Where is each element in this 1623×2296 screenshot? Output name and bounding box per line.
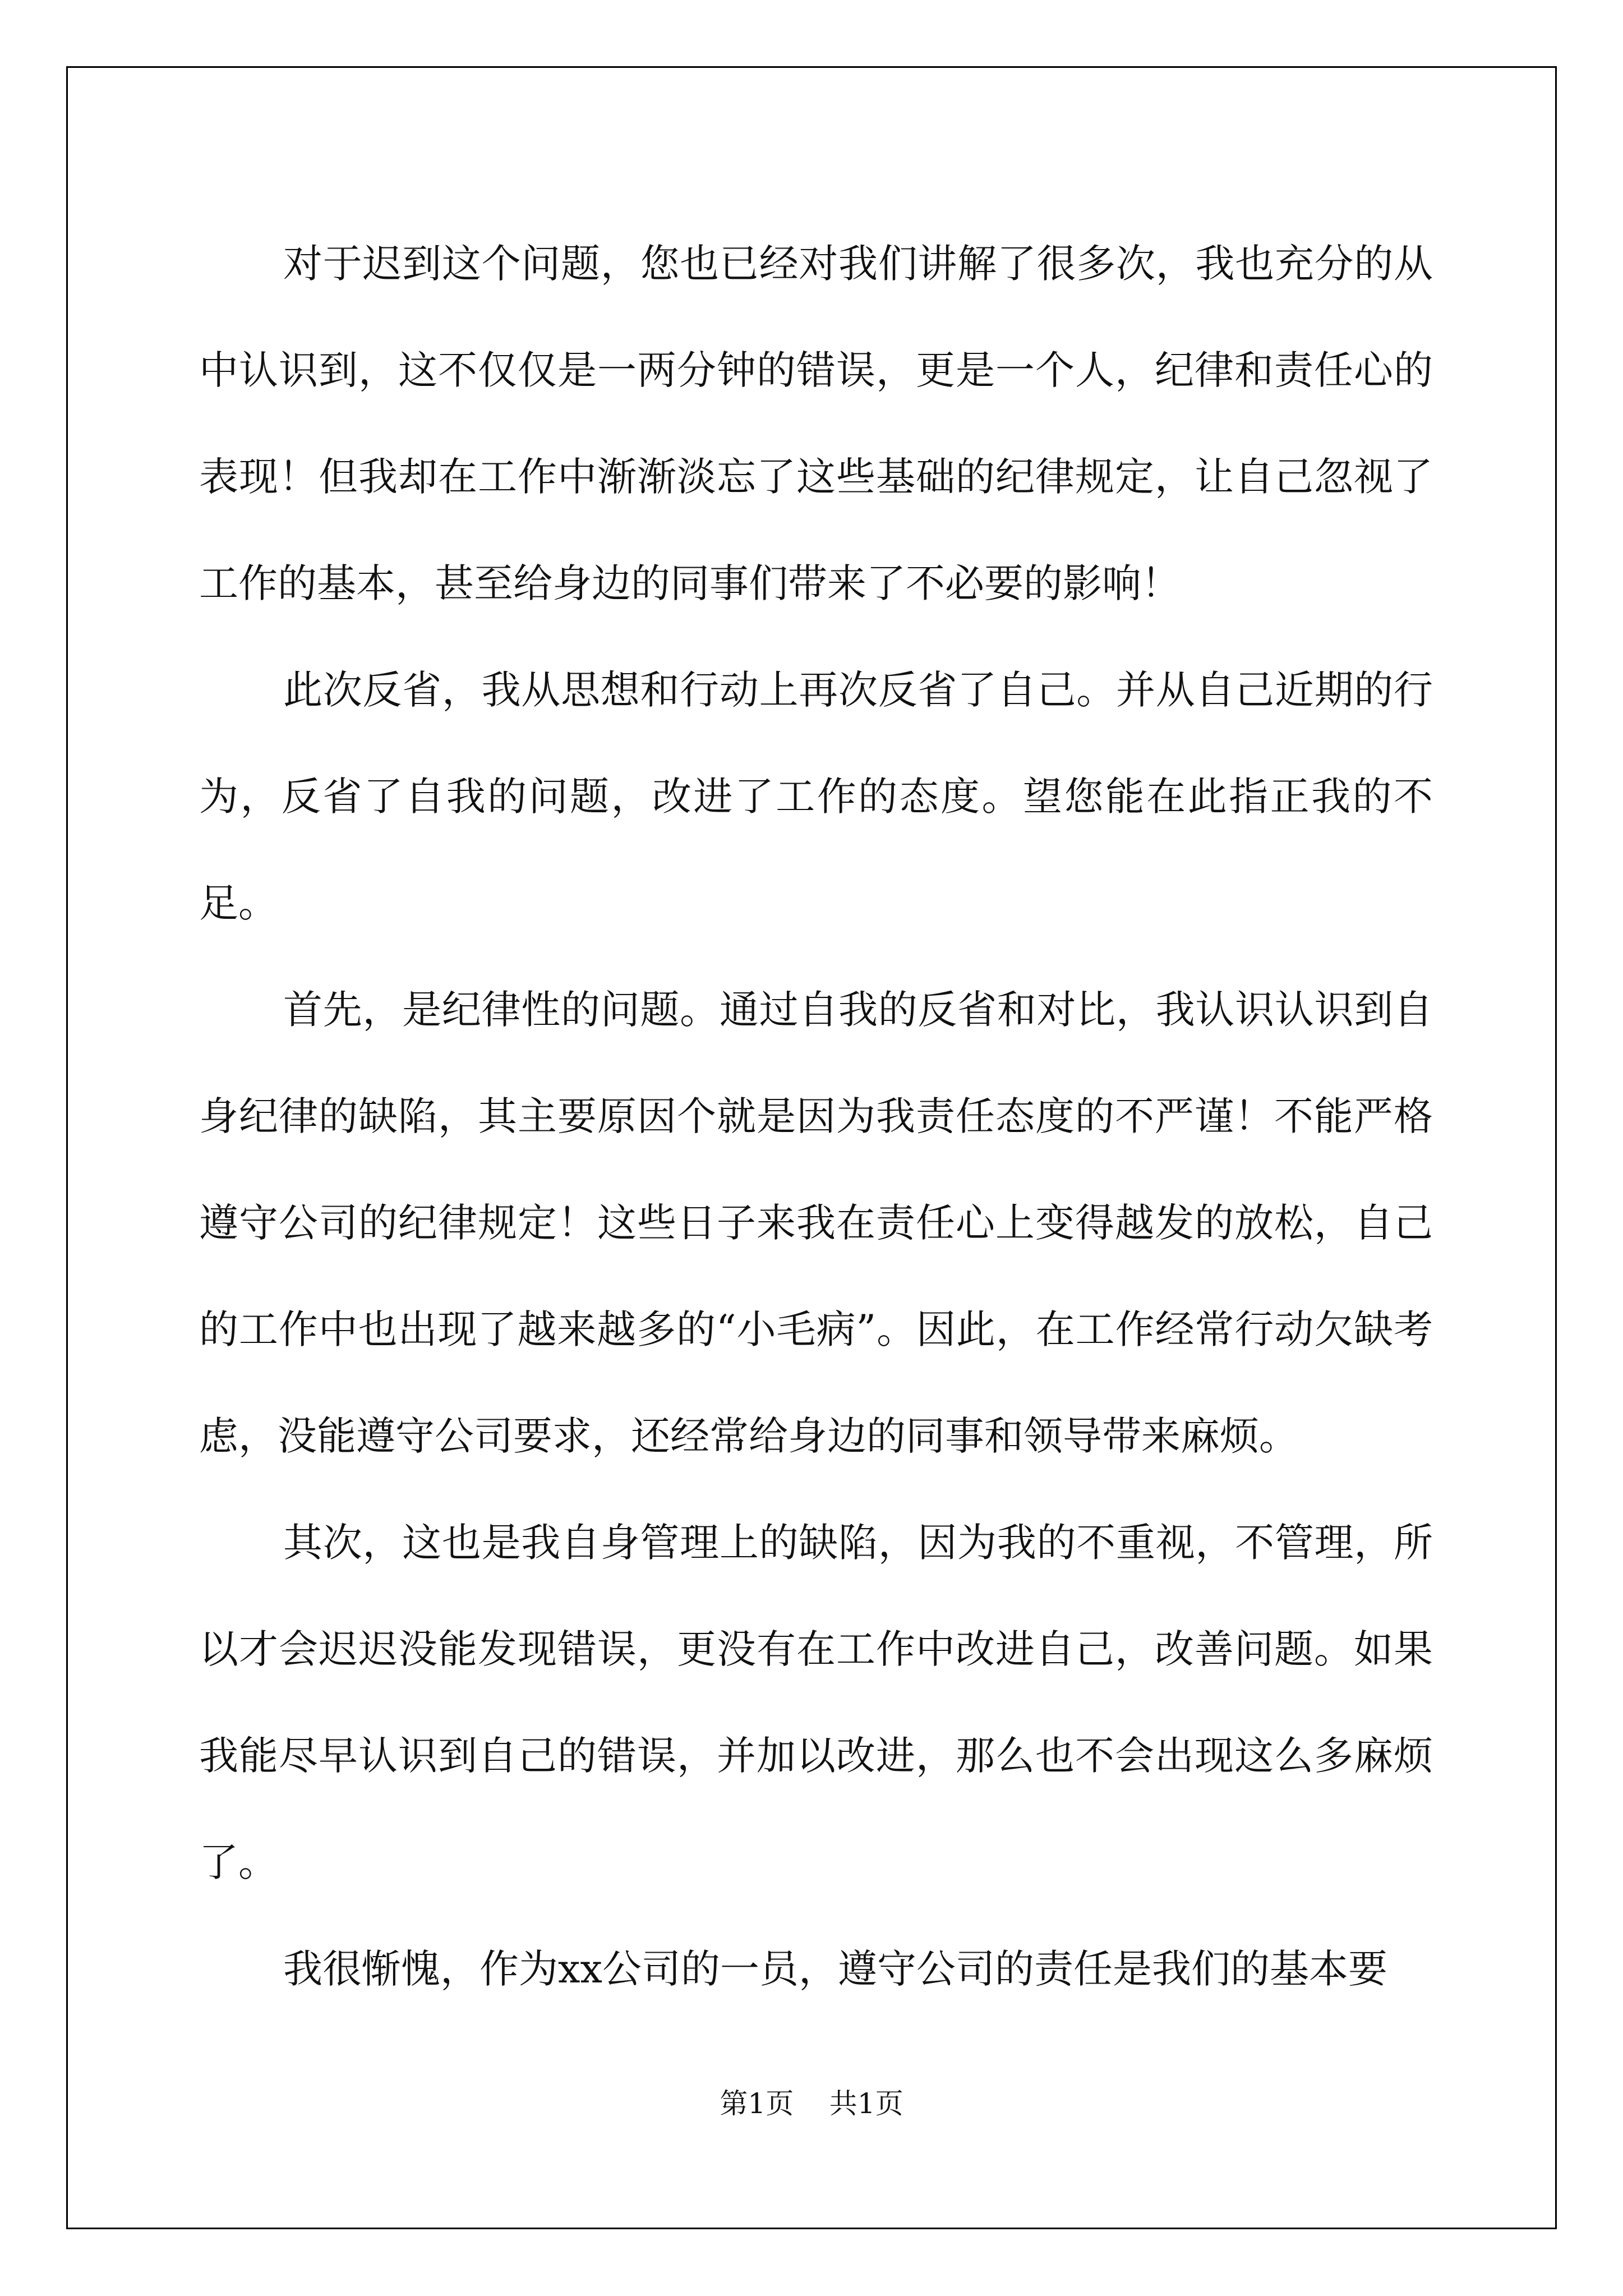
paragraph-5: 我很惭愧，作为xx公司的一员，遵守公司的责任是我们的基本要: [283, 1946, 1387, 1992]
paragraph-4: 其次，这也是我自身管理上的缺陷，因为我的不重视，不管理，所以才会迟迟没能发现错误，更没有在工作中改进自己，改善问题。如果我能尽早认识到自己的错误，并加以改进，那么也不会出现这么多麻烦了。: [199, 1520, 1433, 1885]
page-number-footer: 第1页 共1页: [720, 2087, 903, 2120]
paragraph-3: 首先，是纪律性的问题。通过自我的反省和对比，我认识认识到自身纪律的缺陷，其主要原因个就是因为我责任态度的不严谨！不能严格遵守公司的纪律规定！这些日子来我在责任心上变得越发的放松，自己的工作中也出现了越来越多的“小毛病”。因此，在工作经常行动欠缺考虑，没能遵守公司要求，还经常给身边的同事和领导带来麻烦。: [199, 987, 1433, 1459]
paragraph-2: 此次反省，我从思想和行动上再次反省了自己。并从自己近期的行为，反省了自我的问题，改进了工作的态度。望您能在此指正我的不足。: [199, 667, 1433, 926]
paragraph-1: 对于迟到这个问题，您也已经对我们讲解了很多次，我也充分的从中认识到，这不仅仅是一两分钟的错误，更是一个人，纪律和责任心的表现！但我却在工作中渐渐淡忘了这些基础的纪律规定，让自己忽视了工作的基本，甚至给身边的同事们带来了不必要的影响！: [199, 241, 1433, 606]
document-body: [199, 210, 1433, 2022]
